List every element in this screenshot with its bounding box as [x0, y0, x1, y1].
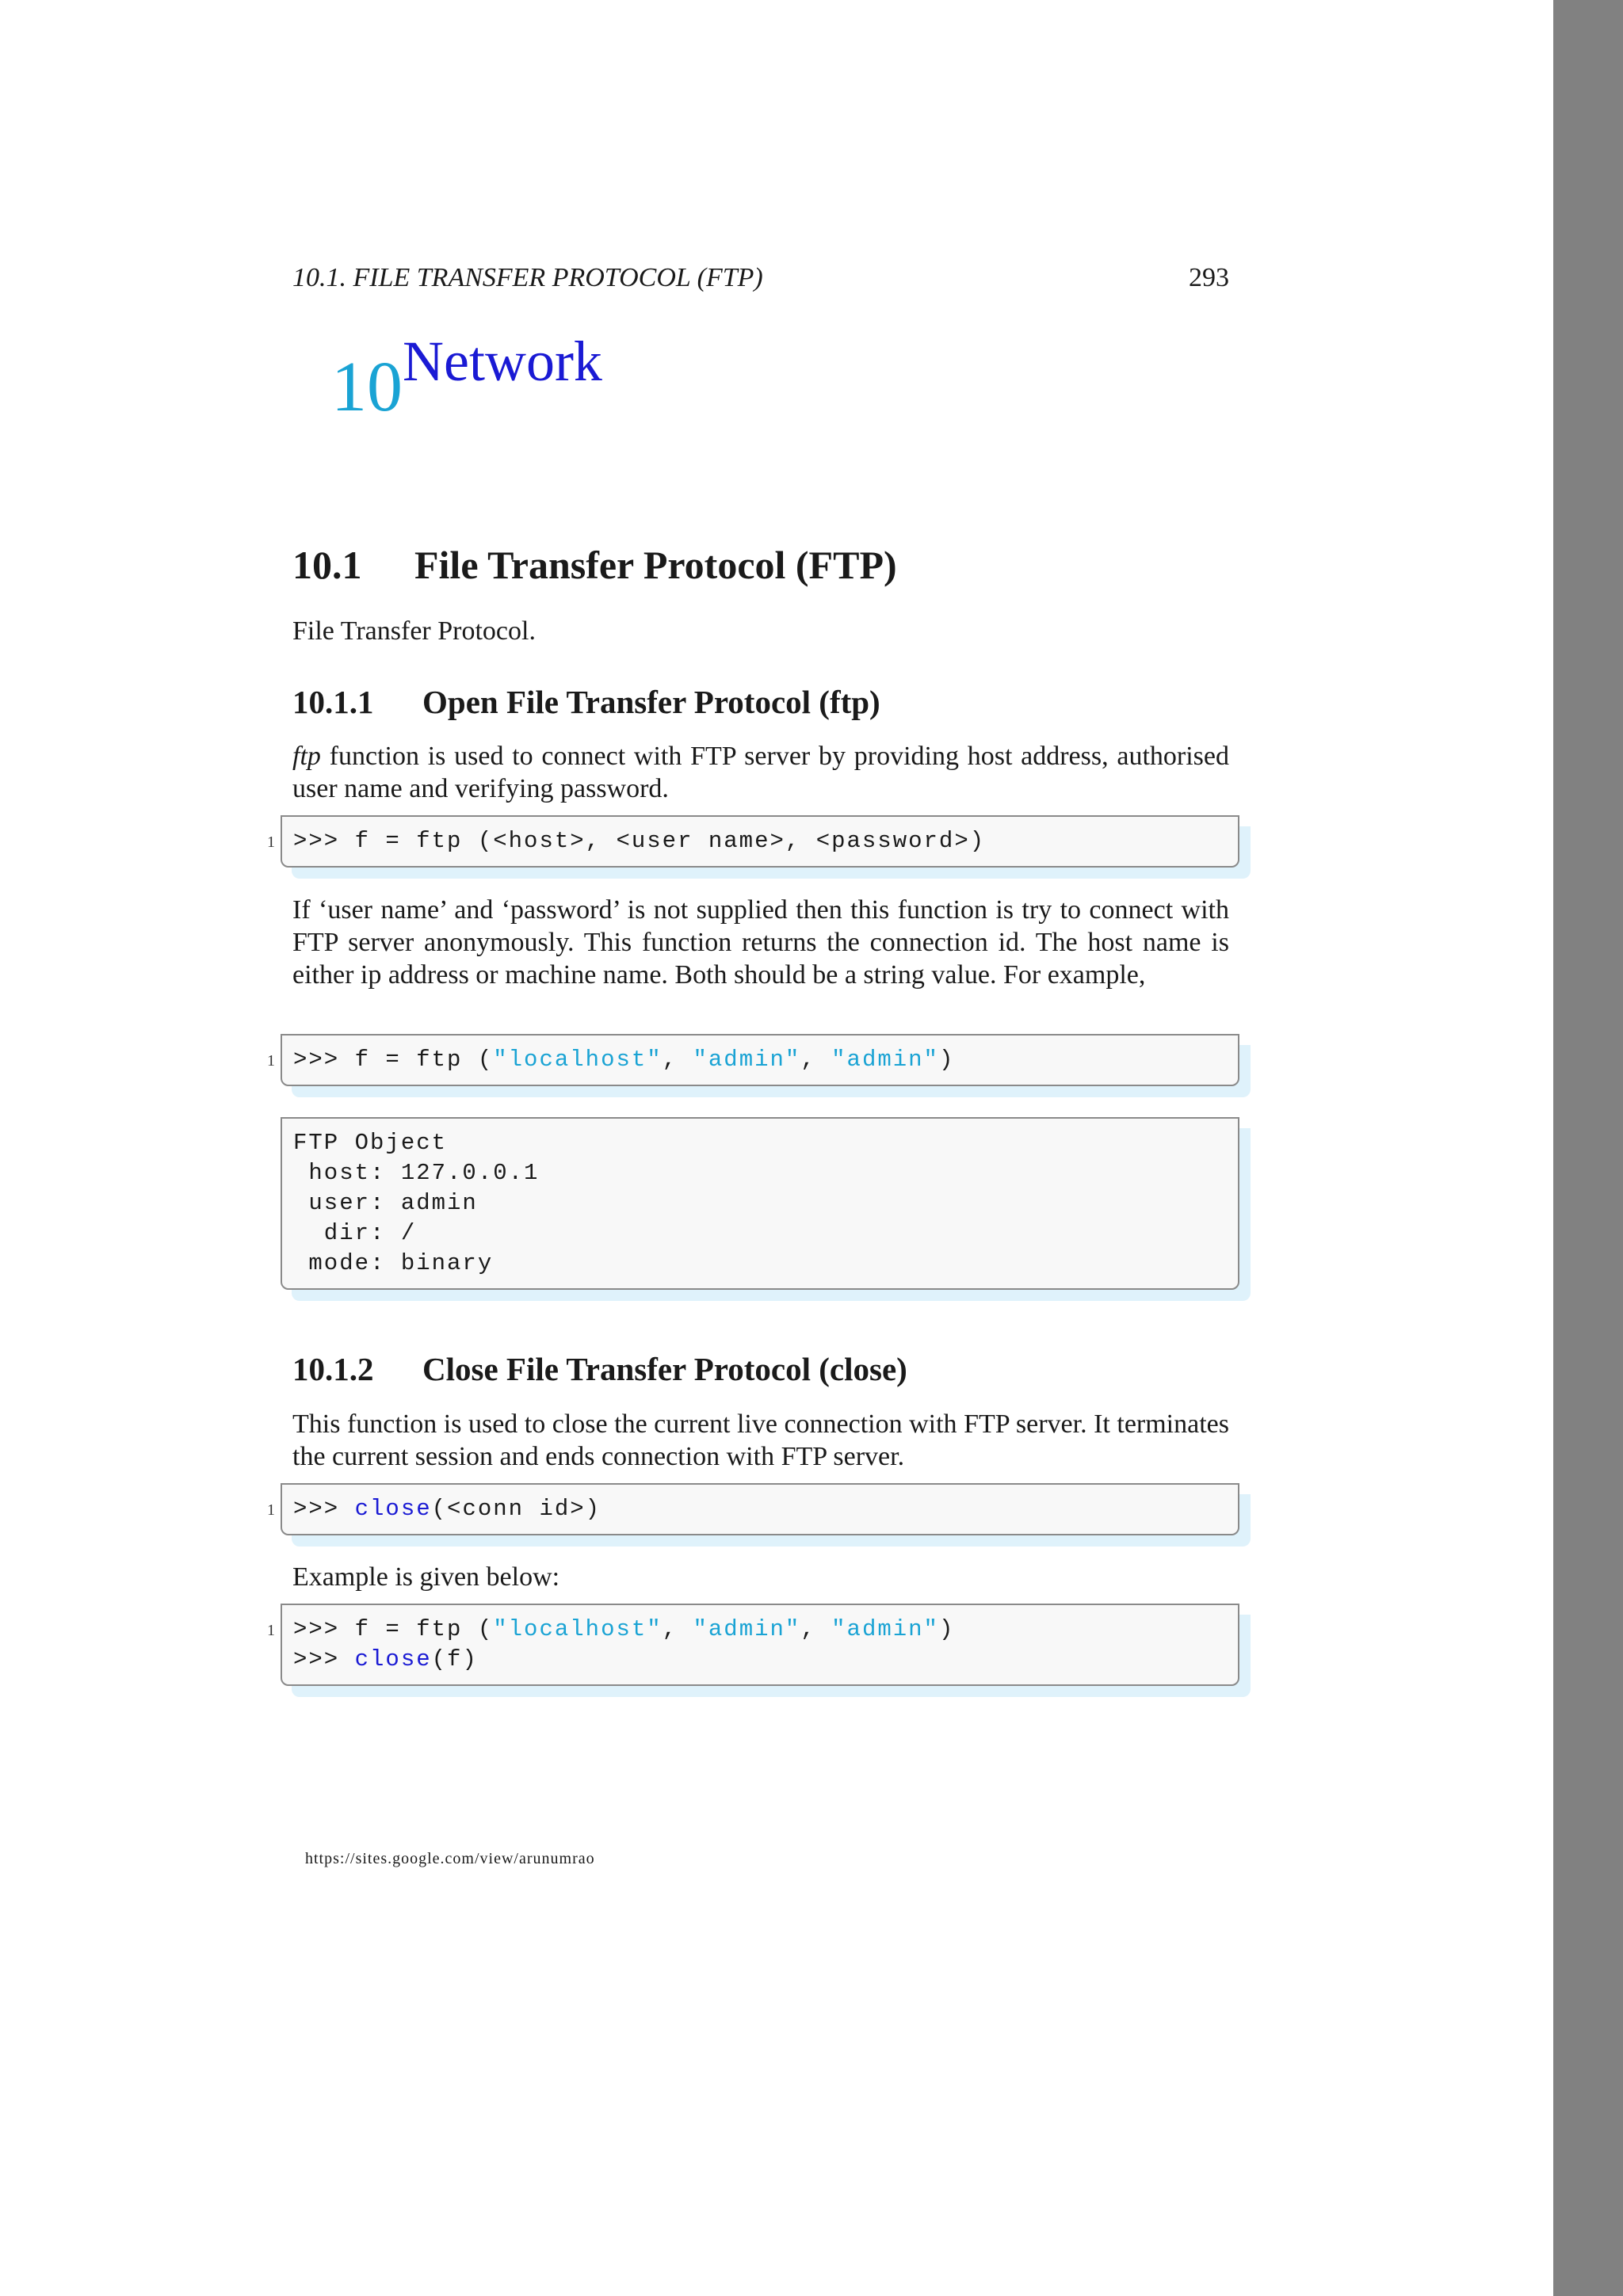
code-line: >>> f = ftp (<host>, <user name>, <password>): [293, 828, 986, 854]
code-line: >>> close(<conn id>): [293, 1496, 601, 1522]
chapter-number: 10: [331, 348, 403, 426]
paragraph-close-description: This function is used to close the current live connection with FTP server. It terminates the current session and ends connection with FTP server.: [292, 1409, 1229, 1471]
subsection-number: 10.1.1: [292, 684, 374, 720]
code-block-ftp-example: [281, 1034, 1239, 1086]
line-number: 1: [267, 1622, 275, 1639]
section-number: 10.1: [292, 543, 362, 587]
section-title: File Transfer Protocol (FTP): [414, 543, 897, 587]
running-title: 10.1. FILE TRANSFER PROTOCOL (FTP): [292, 263, 763, 292]
string-literal: "localhost": [493, 1616, 663, 1642]
output-line: mode: binary: [293, 1250, 494, 1276]
running-header: [292, 263, 1229, 298]
string-literal: "localhost": [493, 1047, 663, 1073]
subsection-heading-open: [292, 683, 880, 721]
string-literal: "admin": [693, 1616, 801, 1642]
string-literal: "admin": [693, 1047, 801, 1073]
code-line: >>> close(f): [293, 1646, 478, 1672]
output-line: host: 127.0.0.1: [293, 1160, 540, 1186]
code-line: >>> f = ftp ("localhost", "admin", "admin"): [293, 1047, 955, 1073]
line-number: 1: [267, 1501, 275, 1519]
output-line: dir: /: [293, 1220, 417, 1246]
string-literal: "admin": [831, 1616, 939, 1642]
chapter-title: Network: [403, 330, 602, 393]
subsection-heading-close: [292, 1350, 907, 1388]
right-gutter: [1553, 0, 1623, 2296]
function-keyword: close: [354, 1496, 432, 1522]
subsection-number: 10.1.2: [292, 1351, 374, 1387]
output-line: FTP Object: [293, 1130, 448, 1156]
function-name-emphasis: ftp: [292, 742, 321, 771]
code-block-ftp-signature: [281, 815, 1239, 868]
subsection-title: Open File Transfer Protocol (ftp): [422, 684, 880, 720]
code-line: >>> f = ftp ("localhost", "admin", "admin"): [293, 1616, 955, 1642]
code-block-close-example: [281, 1604, 1239, 1686]
string-literal: "admin": [831, 1047, 939, 1073]
subsection-title: Close File Transfer Protocol (close): [422, 1351, 907, 1387]
page-number: 293: [1189, 263, 1229, 292]
line-number: 1: [267, 833, 275, 851]
paragraph-ftp-details: If ‘user name’ and ‘password’ is not supplied then this function is try to connect with FTP server anonymously. This function returns the connection id. The host name is either ip address or machine name. Both should be a string value. For example,: [292, 895, 1229, 990]
section-intro: File Transfer Protocol.: [292, 616, 536, 646]
section-heading: [292, 542, 897, 588]
line-number: 1: [267, 1052, 275, 1070]
paragraph-ftp-description: ftp function is used to connect with FTP server by providing host address, authorised user name and verifying password.: [292, 742, 1229, 803]
footer-url: https://sites.google.com/view/arunumrao: [305, 1850, 595, 1867]
code-block-close-signature: [281, 1483, 1239, 1535]
output-line: user: admin: [293, 1190, 478, 1216]
output-block-ftp-object: [281, 1117, 1239, 1290]
function-keyword: close: [354, 1646, 432, 1672]
paragraph-example-intro: Example is given below:: [292, 1562, 560, 1592]
